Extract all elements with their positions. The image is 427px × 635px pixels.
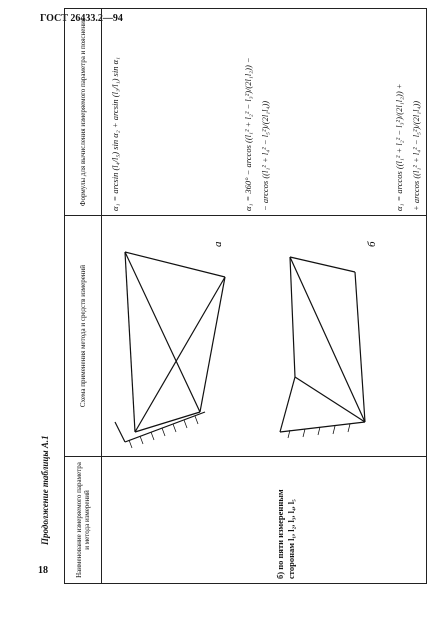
- formula-line-5: + arccos ((l₁² + l₄² − l₅²)/(2l₁l₄)): [410, 100, 421, 211]
- table-sheet: [64, 17, 421, 584]
- document-header: ГОСТ 26433.2—94: [40, 13, 123, 24]
- column-header-parameter: Наименование измеряемого параметра и метода измерений: [65, 457, 102, 584]
- fig-label-b: б: [366, 241, 378, 247]
- column-header-scheme: Схема применения метода и средств измерений: [65, 216, 102, 457]
- method-label-line-1: б) по пяти измеренным: [275, 489, 285, 579]
- scheme-figures: [105, 220, 395, 452]
- method-label: [275, 461, 298, 579]
- formula-line-1: α₁ = arcsin (l₄/l₅) sin α₂ + arcsin (l₃/l₁) sin α₁: [110, 57, 120, 211]
- measurement-table: [64, 8, 427, 584]
- table-caption: Продолжение таблицы А.1: [40, 435, 50, 545]
- formula-line-3: − arccos ((l₁² + l₄² − l₅²)/(2l₁l₄)): [260, 100, 271, 211]
- formula-line-2: α₁ = 360° − arccos ((l₁² + l₂² − l₃²)/(2l₁l₂)) −: [243, 57, 254, 211]
- page-number: 18: [38, 565, 48, 576]
- fig-label-a: а: [212, 241, 224, 247]
- rotated-table-wrapper: [64, 17, 421, 584]
- scheme-cell: [102, 216, 427, 457]
- table-header-row: [65, 9, 102, 584]
- method-label-line-2: сторонам l₁, l₂, l₃, l₄, l₅: [286, 499, 297, 579]
- parameter-cell: [102, 457, 427, 584]
- scheme-drawing: [105, 228, 395, 452]
- column-header-formulas: Формулы для вычисления измеряемого параметра и пояснения: [65, 9, 102, 216]
- formula-line-4: α₁ = arccos ((l₁² + l₂² − l₃²)/(2l₁l₂)) +: [393, 83, 404, 211]
- formula-cell: [102, 9, 427, 216]
- table-row: [102, 9, 427, 584]
